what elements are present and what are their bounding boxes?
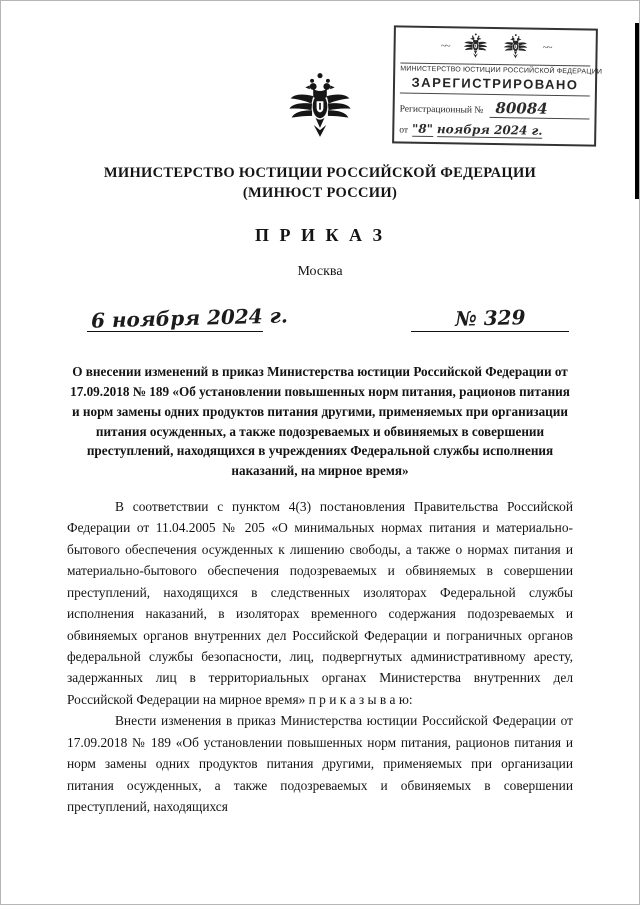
stamp-emblem-row [400,31,590,66]
stamp-ministry-label: МИНИСТЕРСТВО ЮСТИЦИИ РОССИЙСКОЙ ФЕДЕРАЦИИ [400,63,590,76]
date-number-row [67,303,573,333]
stamp-date-line [399,122,589,141]
stamp-date-prefix: от [399,125,409,136]
city-label: Москва [297,264,343,280]
scan-artifact-line [635,23,639,199]
stamp-emblem-right-icon [502,33,528,61]
registration-stamp [392,25,603,146]
order-body [67,496,573,818]
ministry-name: МИНИСТЕРСТВО ЮСТИЦИИ РОССИЙСКОЙ ФЕДЕРАЦИИ [103,165,537,181]
stamp-registration-line [400,98,590,120]
stamp-emblem-left-icon [462,32,488,60]
stamp-date-rest: ноября 2024 г. [436,122,543,138]
stamp-squiggle-right: ~~ [542,41,551,54]
stamp-registered-label: ЗАРЕГИСТРИРОВАНО [400,75,590,97]
stamp-reg-label: Регистрационный № [399,104,484,116]
ministry-short-name: (МИНЮСТ РОССИИ) [242,184,398,201]
order-type-heading: П Р И К А З [254,225,386,246]
body-paragraph-1: В соответствии с пунктом 4(3) постановления Правительства Российской Федерации от 11.04.2005 № 205 «О минимальных нормах питания и материально-бытового обеспечения осужденных к лишению свободы, а также о нормах питания и материально-бытового обеспечения подозреваемых и обвиняемых в совершении преступлений, находящихся в следственных изоляторах Федеральной службы исполнения наказаний, в изоляторах временного содержания подозреваемых и обвиняемых органов внутренних дел Российской Федерации и пограничных органов федеральной службы безопасности, лиц, подвергнутых административному аресту, задержанных лиц в территориальных органах Министерства внутренних дел Российской Федерации на мирное время» п р и к а з ы в а ю: [67,498,573,707]
date-underline [87,303,289,333]
order-date-handwritten: 6 ноября 2024 г. [90,303,289,333]
stamp-squiggle-left: ~~ [440,40,449,53]
order-subject: О внесении изменений в приказ Министерства юстиции Российской Федерации от 17.09.2018 № 189 «Об установлении повышенных норм питания, рационов питания и норм замены одних продуктов питания другими, применяемых при организации питания осужденных, а также подозреваемых и обвиняемых в совершении преступлений, находящихся в учреждениях Федеральной службы исполнения наказаний, на мирное время» [70,364,570,479]
number-underline [411,306,569,332]
order-number-handwritten: № 329 [454,305,526,332]
coat-of-arms-icon [286,71,354,145]
body-paragraph-2: Внести изменения в приказ Министерства юстиции Российской Федерации от 17.09.2018 № 189 «Об установлении повышенных норм питания, рационов питания и норм замены одних продуктов питания другими, применяемых при организации питания осужденных, а также подозреваемых и обвиняемых в совершении преступлений, находящихся [67,713,573,815]
ministry-heading [1,164,639,203]
stamp-reg-number: 80084 [489,99,589,120]
stamp-date-day: "8" [411,121,434,137]
